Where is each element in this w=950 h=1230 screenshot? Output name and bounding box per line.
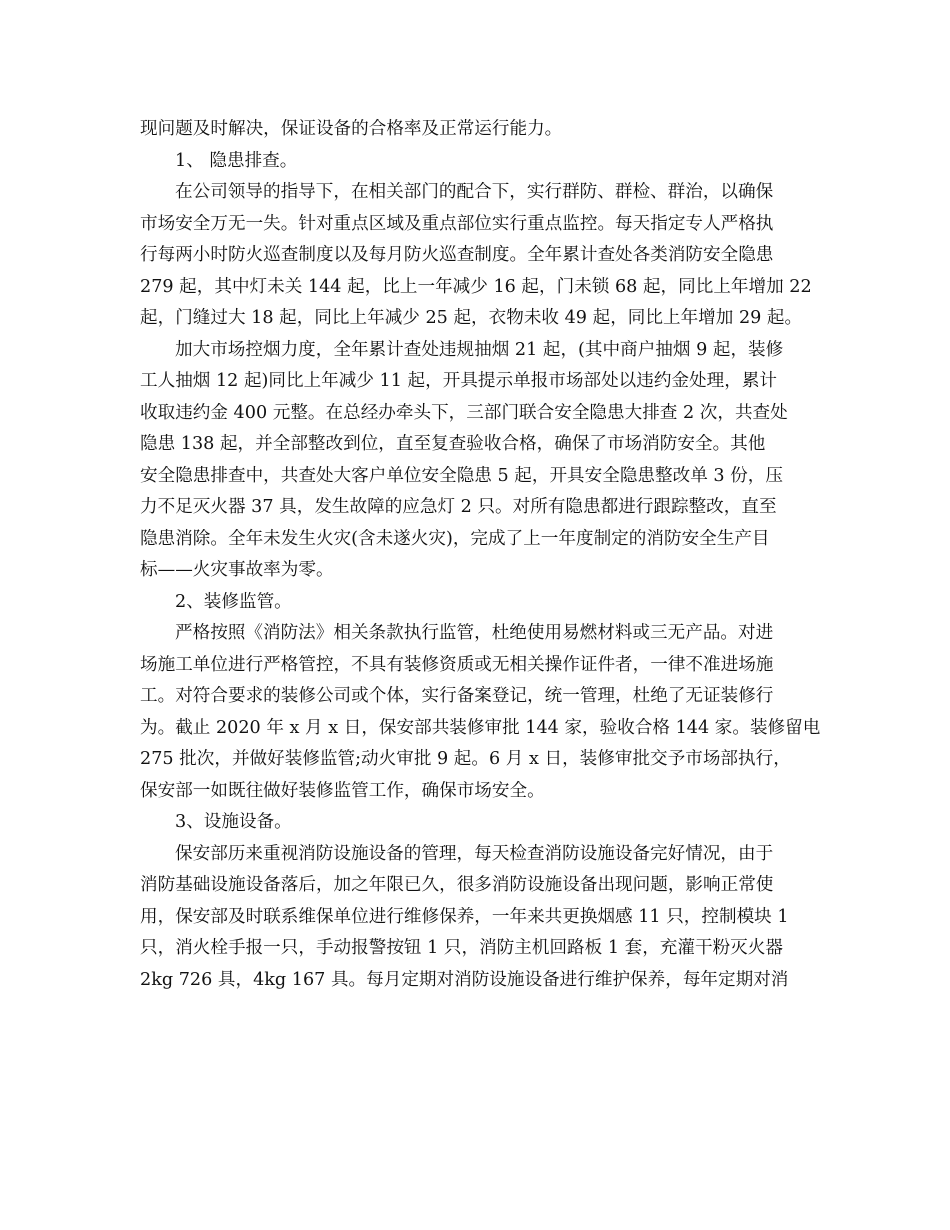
text-line: 保安部历来重视消防设施设备的管理，每天检查消防设施设备完好情况，由于 xyxy=(175,843,774,864)
text-line: 力不足灭火器 37 具，发生故障的应急灯 2 只。对所有隐患都进行跟踪整改，直至 xyxy=(140,497,777,517)
text-line: 标——火灾事故率为零。 xyxy=(140,560,334,580)
text-line: 隐患消除。全年未发生火灾(含未遂火灾)，完成了上一年度制定的消防安全生产目 xyxy=(140,528,770,549)
text-line: 隐患 138 起，并全部整改到位，直至复查验收合格，确保了市场消防安全。其他 xyxy=(140,434,766,454)
text-line: 工。对符合要求的装修公司或个体，实行备案登记，统一管理，杜绝了无证装修行 xyxy=(140,686,774,706)
section-heading: 3、设施设备。 xyxy=(175,812,292,832)
text-line: 加大市场控烟力度，全年累计查处违规抽烟 21 起，(其中商户抽烟 9 起，装修 xyxy=(175,339,784,360)
text-line: 安全隐患排查中，共查处大客户单位安全隐患 5 起，开具安全隐患整改单 3 份，压 xyxy=(140,465,783,486)
text-line: 市场安全万无一失。针对重点区域及重点部位实行重点监控。每天指定专人严格执 xyxy=(140,213,774,234)
text-line: 收取违约金 400 元整。在总经办牵头下，三部门联合安全隐患大排查 2 次，共查处 xyxy=(140,402,788,423)
text-line: 行每两小时防火巡查制度以及每月防火巡查制度。全年累计查处各类消防安全隐患 xyxy=(140,245,774,265)
text-line: 起，门缝过大 18 起，同比上年减少 25 起，衣物未收 49 起，同比上年增加 29 起。 xyxy=(140,308,803,328)
section-heading: 2、装修监管。 xyxy=(175,591,292,612)
text-line: 保安部一如既往做好装修监管工作，确保市场安全。 xyxy=(140,780,545,801)
text-line: 场施工单位进行严格管控，不具有装修资质或无相关操作证件者，一律不准进场施 xyxy=(140,654,774,675)
text-line: 消防基础设施设备落后，加之年限已久，很多消防设施设备出现问题，影响正常使 xyxy=(140,875,774,895)
text-line: 275 批次，并做好装修监管;动火审批 9 起。6 月 x 日，装修审批交予市场部执行， xyxy=(140,749,791,769)
text-line: 现问题及时解决，保证设备的合格率及正常运行能力。 xyxy=(140,119,563,139)
section-heading: 1、 隐患排查。 xyxy=(175,150,298,171)
text-line: 2kg 726 具，4kg 167 具。每月定期对消防设施设备进行维护保养，每年定期对消 xyxy=(140,969,789,990)
text-line: 279 起，其中灯未关 144 起，比上一年减少 16 起，门未锁 68 起，同比上年增加 22 xyxy=(140,276,812,297)
text-line: 为。截止 2020 年 x 月 x 日，保安部共装修审批 144 家，验收合格 144 家。装修留电 xyxy=(140,717,821,738)
document-page xyxy=(140,114,821,996)
text-line: 只，消火栓手报一只，手动报警按钮 1 只，消防主机回路板 1 套，充灌干粉灭火器 xyxy=(140,938,783,958)
text-line: 在公司领导的指导下，在相关部门的配合下，实行群防、群检、群治，以确保 xyxy=(175,182,774,202)
text-line: 工人抽烟 12 起)同比上年减少 11 起，开具提示单报市场部处以违约金处理，累计 xyxy=(140,371,778,391)
text-line: 严格按照《消防法》相关条款执行监管，杜绝使用易燃材料或三无产品。对进 xyxy=(175,623,774,643)
text-line: 用，保安部及时联系维保单位进行维修保养，一年来共更换烟感 11 只，控制模块 1 xyxy=(140,906,789,927)
